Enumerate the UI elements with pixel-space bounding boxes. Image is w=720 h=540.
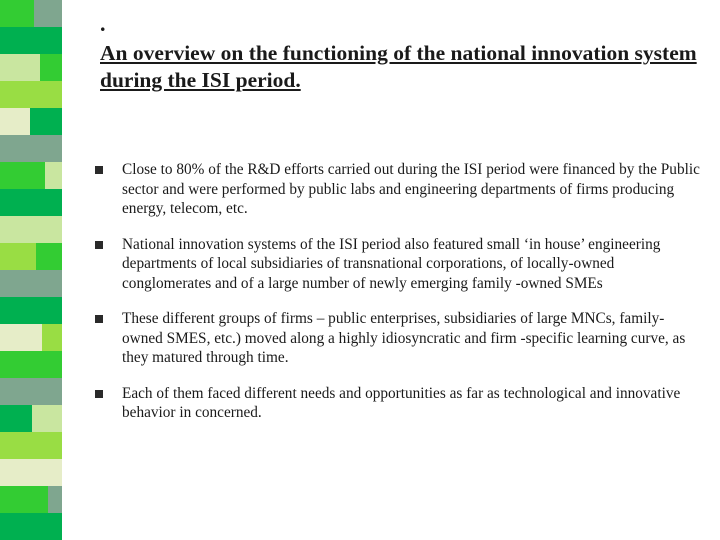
strip-block bbox=[0, 459, 62, 486]
strip-block bbox=[0, 0, 34, 27]
strip-block bbox=[36, 243, 62, 270]
bullet-text: These different groups of firms – public enterprises, subsidiaries of large MNCs, family-owned SMES, etc.) moved along a highly idiosyncratic and firm -specific learning curve, as they matured through time. bbox=[122, 310, 686, 366]
square-bullet-icon bbox=[95, 390, 103, 398]
strip-block bbox=[0, 243, 36, 270]
square-bullet-icon bbox=[95, 241, 103, 249]
strip-block bbox=[0, 54, 40, 81]
strip-block bbox=[0, 513, 62, 540]
strip-block bbox=[0, 432, 62, 459]
slide-title: An overview on the functioning of the national innovation system during the ISI period. bbox=[100, 41, 697, 92]
bullet-text: Each of them faced different needs and opportunities as far as technological and innovative behavior in concerned. bbox=[122, 384, 681, 421]
bullet-item bbox=[92, 160, 704, 219]
strip-block bbox=[42, 324, 62, 351]
square-bullet-icon bbox=[95, 315, 103, 323]
strip-block bbox=[48, 486, 62, 513]
strip-block bbox=[0, 486, 48, 513]
strip-block bbox=[0, 378, 62, 405]
decorative-side-strip bbox=[0, 0, 62, 540]
strip-block bbox=[0, 351, 62, 378]
square-bullet-icon bbox=[95, 166, 103, 174]
bullet-item bbox=[92, 235, 704, 294]
strip-block bbox=[34, 0, 62, 27]
strip-block bbox=[40, 54, 62, 81]
strip-block bbox=[45, 162, 62, 189]
strip-block bbox=[0, 189, 62, 216]
strip-block bbox=[0, 108, 30, 135]
bullet-list bbox=[92, 160, 704, 439]
strip-block bbox=[32, 405, 62, 432]
strip-block bbox=[0, 81, 62, 108]
bullet-item bbox=[92, 309, 704, 368]
strip-block bbox=[30, 108, 62, 135]
strip-block bbox=[0, 162, 45, 189]
strip-block bbox=[0, 405, 32, 432]
strip-block bbox=[0, 135, 62, 162]
strip-block bbox=[0, 297, 62, 324]
strip-block bbox=[0, 270, 62, 297]
bullet-text: National innovation systems of the ISI period also featured small ‘in house’ engineering departments of local subsidiaries of transnational corporations, of locally-owned conglomerates and of a large number of newly emerging family -owned SMEs bbox=[122, 235, 661, 292]
strip-block bbox=[0, 216, 62, 243]
strip-block bbox=[0, 27, 62, 54]
strip-block bbox=[0, 324, 42, 351]
bullet-item bbox=[92, 384, 704, 423]
bullet-text: Close to 80% of the R&D efforts carried out during the ISI period were financed by the Public sector and were performed by public labs and engineering departments of firms producing energy, telecom, etc. bbox=[122, 161, 700, 217]
title-lead-mark: . bbox=[100, 11, 106, 36]
